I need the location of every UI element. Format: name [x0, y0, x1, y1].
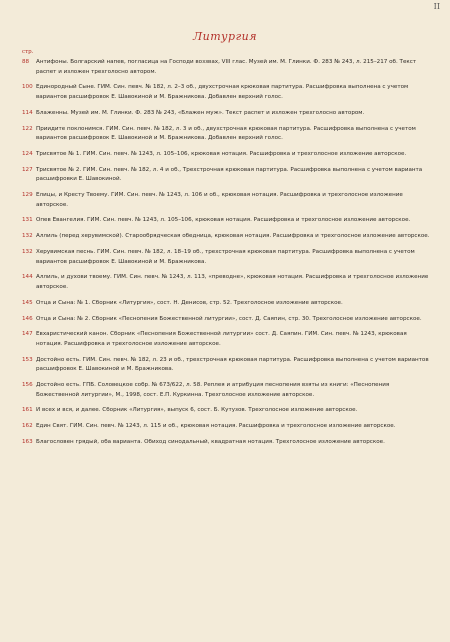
- entry-text: Приидите поклонимся. ГИМ. Син. певч. № 182, л. 3 и об., двухстрочная крюковая партитура. Расшифровка выполнена с учетом вариантов расшифровок Е. Шавокиной и М. Бражниковa. Добавлен верхний голос.: [36, 125, 416, 142]
- list-item: [22, 58, 434, 77]
- entry-text: Аллиль (перед херувимской). Старообрядческая обедница, крюковая нотация. Расшифровка и трехголосное изложение авторское.: [36, 233, 430, 240]
- entry-page-number: 127: [22, 166, 33, 173]
- entry-page-number: 153: [22, 356, 33, 363]
- entry-text: Трисвятое № 1. ГИМ. Син. певч. № 1243, л. 105–106, крюковая нотация. Расшифровка и трехголосное изложение авторское.: [36, 150, 407, 157]
- entry-text: Достойно есть. ГПБ. Соловецкое собр. № 673/622, л. 58. Реплея и атрибуция песнопения взяты из книги: «Песнопения Божественной литургии», М., 1998, сост. Е.П. Куркинна. Трехголосное изложение авторское.: [36, 382, 390, 398]
- entry-page-number: 114: [22, 109, 33, 116]
- entry-page-number: 131: [22, 217, 33, 224]
- list-item: [22, 125, 434, 144]
- entry-page-number: 100: [22, 84, 33, 91]
- list-item: [22, 216, 434, 226]
- entries-list: [22, 58, 434, 454]
- entry-page-number: 156: [22, 382, 33, 389]
- list-item: [22, 232, 434, 242]
- entry-text: Достойно есть. ГИМ. Син. певч. № 182, л. 23 и об., трехстрочная крюковая партитура. Расшифровка выполнена с учетом вариантов расшифровок Е. Шавокиной и М. Бражниковa.: [36, 356, 429, 373]
- entry-page-number: 144: [22, 274, 33, 281]
- entry-text: Херувимская песнь. ГИМ. Син. певч. № 182, л. 18–19 об., трехстрочная крюковая партитура. Расшифровка выполнена с учетом вариантов расшифровок Е. Шавокиной и М. Бражниковa.: [36, 249, 415, 265]
- list-item: [22, 422, 434, 432]
- entry-page-number: 124: [22, 150, 33, 157]
- entry-text: Трисвятое № 2. ГИМ. Син. певч. № 182, л. 4 и об., Трехстрочная крюковая партитура. Расшифровка выполнена с учетом варианта расшифровки Е. Шавокиной.: [36, 166, 423, 183]
- entry-page-number: 132: [22, 249, 33, 255]
- list-item: [22, 299, 434, 309]
- list-item: [22, 438, 434, 448]
- page-title: Литургия: [192, 30, 258, 43]
- page-number: II: [433, 2, 440, 11]
- entry-page-number: 163: [22, 439, 33, 445]
- list-item: [22, 191, 434, 210]
- entry-text: Отца и Сына: № 1. Сборник «Литургия», сост. Н. Денисов, стр. 52. Трехголосное изложение авторское.: [36, 299, 343, 306]
- entry-page-number: 146: [22, 315, 33, 322]
- entry-text: Единородный Сыне. ГИМ. Син. певч. № 182, л. 2–3 об., двухстрочная крюковая партитура. Расшифровка выполнена с учетом вариантов расшифровок Е. Шавокиной и М. Бражниковa. Добавлен верхний голос.: [36, 84, 409, 100]
- entry-text: Опев Евангелия. ГИМ. Син. певч. № 1243, л. 105–106, крюковая нотация. Расшифровка и трехголосное изложение авторское.: [36, 217, 411, 224]
- list-item: [22, 166, 434, 185]
- entry-text: Антифоны. Болгарский напев, поглаcица на Господи воззвах, VIII глас. Музей им. М. Глинки. Ф. 283 № 243, л. 215–217 об. Текст распет и изложен трехголосно автором.: [36, 59, 417, 75]
- entry-page-number: 129: [22, 192, 33, 199]
- page-column-label: стр.: [22, 49, 34, 55]
- entry-page-number: 147: [22, 331, 33, 338]
- list-item: [22, 406, 434, 416]
- entry-text: Отца и Сына: № 2. Сборник «Песнопения Божественной литургии», сост. Д. Саяпин, стр. 30. Трехголосное изложение авторское.: [36, 315, 422, 322]
- list-item: [22, 356, 434, 375]
- list-item: [22, 381, 434, 400]
- entry-page-number: 161: [22, 407, 33, 414]
- list-item: [22, 315, 434, 325]
- entry-text: Един Свят. ГИМ. Син. певч. № 1243, л. 115 и об., крюковая нотация. Расшифровка и трехголосное изложение авторское.: [36, 423, 396, 430]
- list-item: [22, 273, 434, 292]
- list-item: [22, 248, 434, 267]
- entry-text: Елицы, и Кресту Твоему. ГИМ. Син. певч. № 1243, л. 106 и об., крюковая нотация. Расшифровка и трехголосное изложение авторское.: [36, 192, 403, 208]
- list-item: [22, 150, 434, 160]
- entry-page-number: 122: [22, 125, 33, 132]
- list-item: [22, 83, 434, 102]
- list-item: [22, 330, 434, 349]
- entry-page-number: 145: [22, 299, 33, 306]
- entry-page-number: 132: [22, 233, 33, 240]
- entry-text: Евхаристический канон. Сборник «Песнопения Божественной литургии» сост. Д. Саяпин. ГИМ. Син. певч. № 1243, крюковая нотация. Расшифровка и трехголосное изложение авторское.: [36, 331, 407, 347]
- entry-text: И всех и вся, и далее. Сборник «Литургия», выпуск 6, сост. Б. Кутузов. Трехголосное изложение авторское.: [36, 407, 358, 414]
- list-item: [22, 109, 434, 119]
- entry-text: Благословен грядый, оба варианта. Обиход синодальный, квадратная нотация. Трехголосное изложение авторское.: [36, 439, 385, 445]
- entry-text: Аллиль, и духови твоему. ГИМ. Син. певч. № 1243, л. 113, «преводне», крюковая нотация. Расшифровка и трехголосное изложение авторское.: [36, 274, 429, 290]
- entry-page-number: 88: [22, 59, 30, 65]
- entry-text: Блаженны. Музей им. М. Глинки. Ф. 283 № 243, «Блажен муж». Текст распет и изложен трехголосно автором.: [36, 109, 365, 116]
- entry-page-number: 162: [22, 423, 33, 430]
